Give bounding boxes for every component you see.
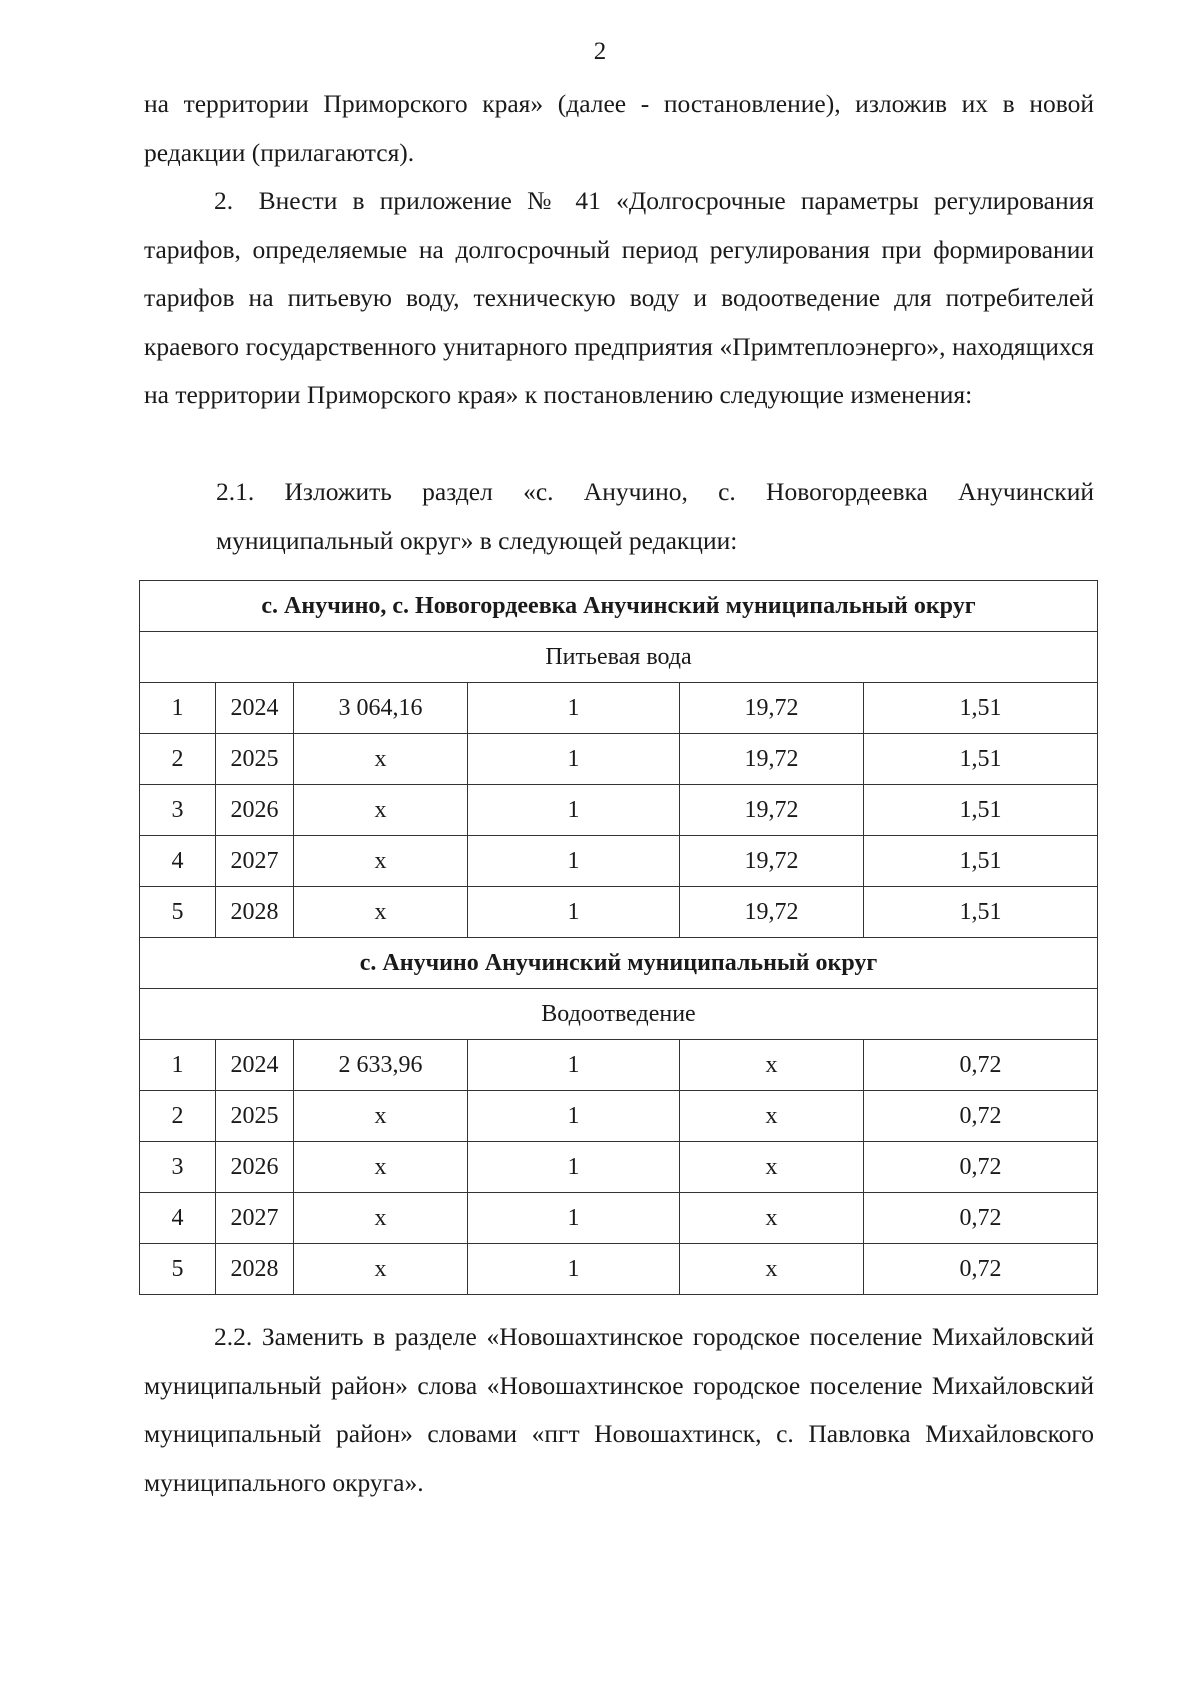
section-title: с. Анучино, с. Новогордеевка Анучинский муниципальный округ [140,581,1098,632]
table-cell: 5 [140,887,216,938]
table-row [140,683,1098,734]
table-cell: 2 [140,734,216,785]
table-cell: 2026 [216,785,294,836]
table-cell: х [294,1244,468,1295]
section-subtitle: Водоотведение [140,989,1098,1040]
table-cell: 3 [140,1142,216,1193]
section-subtitle-row [140,632,1098,683]
paragraph-item-2-2: 2.2. Заменить в разделе «Новошахтинское городское поселение Михайловский муниципальный район» слова «Новошахтинское городское поселение Михайловский муниципальный район» словами «пгт Новошахтинск, с. Павловка Михайловского муниципального округа». [144,1322,1094,1497]
table-cell: 1 [468,785,680,836]
table-cell: 2027 [216,836,294,887]
page-number: 2 [593,38,607,65]
table-cell: 2025 [216,734,294,785]
table-cell: 2028 [216,1244,294,1295]
table-row [140,1142,1098,1193]
table-cell: 1 [468,1040,680,1091]
table-cell: 1,51 [864,836,1098,887]
section-title: с. Анучино Анучинский муниципальный округ [140,938,1098,989]
table-cell: 19,72 [680,785,864,836]
table-cell: 19,72 [680,836,864,887]
paragraph-item-2-1: 2.1. Изложить раздел «с. Анучино, с. Новогордеевка Анучинский муниципальный округ» в следующей редакции: [216,477,1094,555]
table-cell: 3 064,16 [294,683,468,734]
section-title-row [140,581,1098,632]
table-cell: 2026 [216,1142,294,1193]
table-cell: 1 [468,1244,680,1295]
table-row [140,1244,1098,1295]
table-cell: 0,72 [864,1142,1098,1193]
table-cell: 2 633,96 [294,1040,468,1091]
table-cell: 1 [468,836,680,887]
section-title-row [140,938,1098,989]
table-cell: 19,72 [680,734,864,785]
table-cell: 1 [140,683,216,734]
table-row [140,1040,1098,1091]
section-subtitle-row [140,989,1098,1040]
table-cell: 1 [468,1091,680,1142]
table-cell: 4 [140,1193,216,1244]
table-cell: х [294,1142,468,1193]
table-row [140,785,1098,836]
table-cell: 1 [468,1193,680,1244]
table-cell: 5 [140,1244,216,1295]
table-cell: 1 [468,1142,680,1193]
table-cell: 1,51 [864,785,1098,836]
table-cell: 0,72 [864,1040,1098,1091]
table-cell: х [294,734,468,785]
table-cell: х [294,887,468,938]
table-cell: 1,51 [864,887,1098,938]
table-cell: 19,72 [680,683,864,734]
table-row [140,836,1098,887]
table-cell: 3 [140,785,216,836]
table-cell: 2024 [216,1040,294,1091]
table-cell: х [680,1091,864,1142]
table-cell: 19,72 [680,887,864,938]
table-cell: 1 [468,683,680,734]
table-cell: 2028 [216,887,294,938]
table-row [140,1193,1098,1244]
table-cell: х [294,785,468,836]
table-cell: 1 [468,734,680,785]
table-cell: 0,72 [864,1091,1098,1142]
tariff-parameters-table [139,580,1098,1295]
table-cell: х [680,1244,864,1295]
table-row [140,734,1098,785]
table-row [140,887,1098,938]
table-cell: х [294,836,468,887]
table-cell: 4 [140,836,216,887]
table-cell: х [294,1193,468,1244]
table-cell: 2 [140,1091,216,1142]
table-cell: 1,51 [864,734,1098,785]
table-cell: 2027 [216,1193,294,1244]
table-cell: 2024 [216,683,294,734]
paragraph-continuation: на территории Приморского края» (далее - постановление), изложив их в новой редакции (прилагаются). [144,89,1094,167]
table-cell: х [680,1142,864,1193]
table-cell: 1 [468,887,680,938]
section-subtitle: Питьевая вода [140,632,1098,683]
table-row [140,1091,1098,1142]
table-cell: 0,72 [864,1193,1098,1244]
paragraph-item-2: 2. Внести в приложение № 41 «Долгосрочные параметры регулирования тарифов, определяемые на долгосрочный период регулирования при формировании тарифов на питьевую воду, техническую воду и водоотведение для потребителей краевого государственного унитарного предприятия «Примтеплоэнерго», находящихся на территории Приморского края» к постановлению следующие изменения: [144,186,1094,409]
table-cell: 1 [140,1040,216,1091]
table-cell: х [680,1193,864,1244]
table-cell: х [680,1040,864,1091]
table-cell: х [294,1091,468,1142]
table-cell: 2025 [216,1091,294,1142]
table-cell: 1,51 [864,683,1098,734]
table-cell: 0,72 [864,1244,1098,1295]
